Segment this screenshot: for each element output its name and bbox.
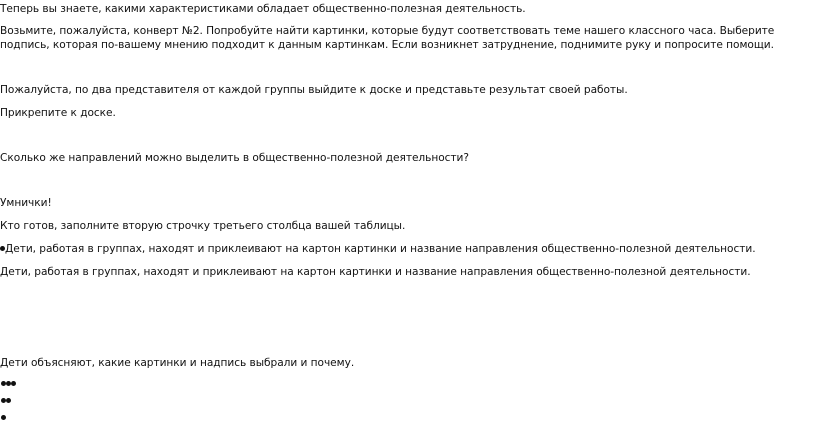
paragraph-envelope-instructions: Возьмите, пожалуйста, конверт №2. Попробуйте найти картинки, которые будут соответствовать теме нашего классного часа. Выберите подпись, которая по-вашему мнению подходит к данным картинкам. Если возникнет затруднение, поднимите руку и попросите помощи. xyxy=(0,25,775,51)
paragraph-praise: Умнички! xyxy=(0,197,52,209)
paragraph-directions-question: Сколько же направлений можно выделить в общественно-полезной деятельности? xyxy=(0,152,469,164)
paragraph-knowledge: Теперь вы знаете, какими характеристиками обладает общественно-полезная деятельность. xyxy=(0,3,526,15)
bullet-row-one xyxy=(1,413,6,421)
bullet-icon xyxy=(0,246,5,251)
paragraph-attach-board: Прикрепите к доске. xyxy=(0,107,116,119)
paragraph-representatives: Пожалуйста, по два представителя от каждой группы выйдите к доске и представьте результат своей работы. xyxy=(0,84,628,96)
paragraph-fill-table: Кто готов, заполните вторую строчку третьего столбца вашей таблицы. xyxy=(0,220,406,232)
bullet-paragraph-groups xyxy=(0,242,756,256)
bullet-icon xyxy=(1,415,6,420)
paragraph-groups-repeat: Дети, работая в группах, находят и приклеивают на картон картинки и название направления общественно-полезной деятельности. xyxy=(0,266,751,278)
bullet-row-three xyxy=(1,379,16,387)
bullet-icon xyxy=(11,381,16,386)
paragraph-groups-text: Дети, работая в группах, находят и приклеивают на картон картинки и название направления общественно-полезной деятельности. xyxy=(5,243,756,255)
bullet-icon xyxy=(6,398,11,403)
bullet-row-two xyxy=(1,396,11,404)
paragraph-children-explain: Дети объясняют, какие картинки и надпись выбрали и почему. xyxy=(0,357,355,369)
